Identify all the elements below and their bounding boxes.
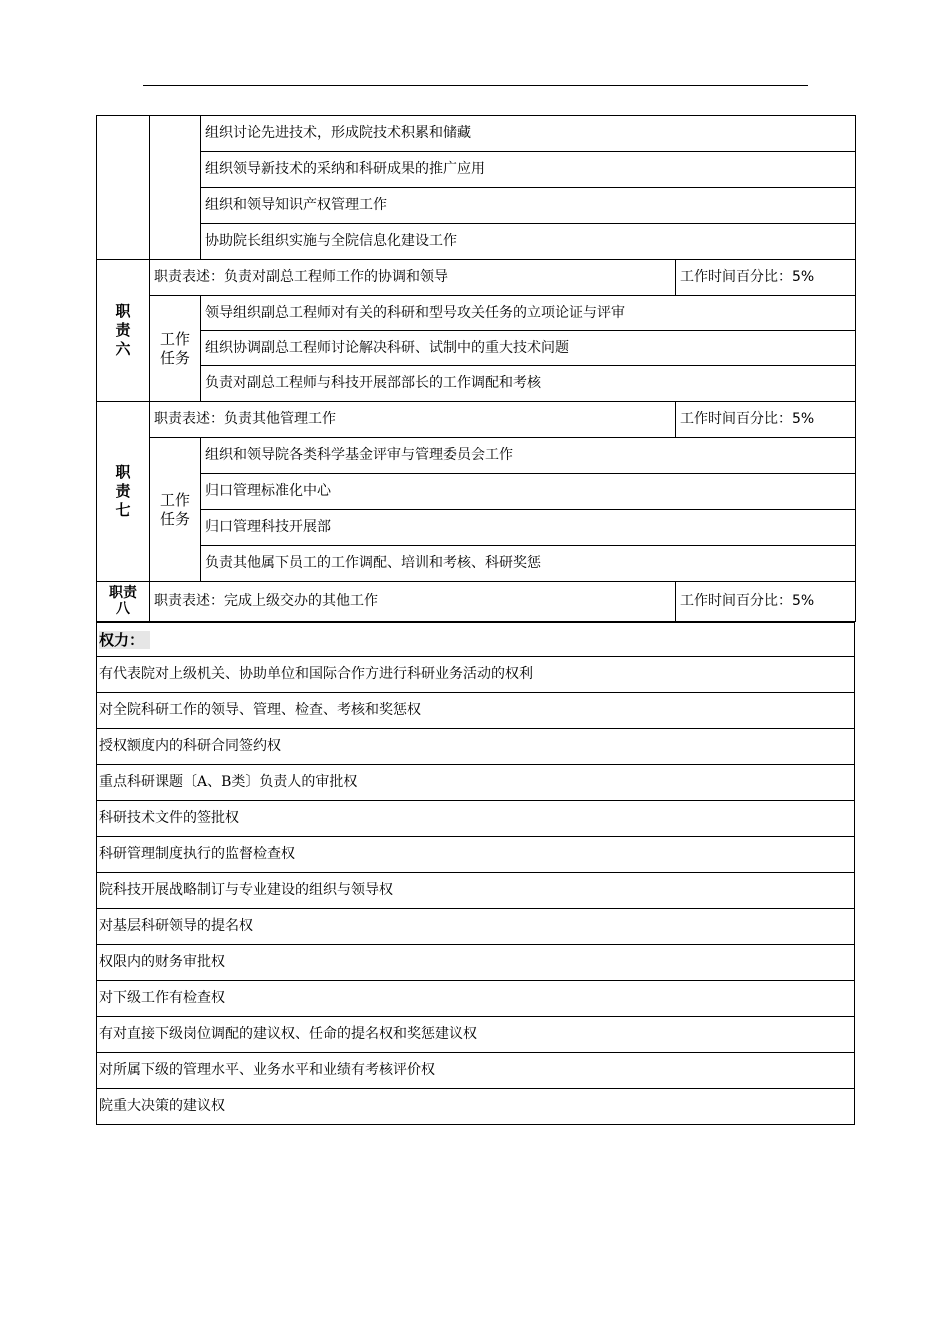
duty6-task-label: 工作 任务 <box>150 296 201 402</box>
duty6-time-percent: 工作时间百分比：5% <box>676 260 856 296</box>
task-item: 领导组织副总工程师对有关的科研和型号攻关任务的立项论证与评审 <box>201 296 856 331</box>
task-item: 归口管理标准化中心 <box>201 474 856 510</box>
right-item: 对基层科研领导的提名权 <box>97 909 855 945</box>
task-item: 组织领导新技术的采纳和科研成果的推广应用 <box>201 152 856 188</box>
right-item: 有对直接下级岗位调配的建议权、任命的提名权和奖惩建议权 <box>97 1017 855 1053</box>
right-item: 有代表院对上级机关、协助单位和国际合作方进行科研业务活动的权利 <box>97 657 855 693</box>
duties-table <box>96 115 856 622</box>
header-rule <box>143 85 808 86</box>
duty7-time-percent: 工作时间百分比：5% <box>676 402 856 438</box>
duty7-description: 职责表述：负责其他管理工作 <box>150 402 676 438</box>
task-item: 归口管理科技开展部 <box>201 510 856 546</box>
task-item: 组织和领导知识产权管理工作 <box>201 188 856 224</box>
rights-heading <box>97 623 855 657</box>
duty5-task-label-cell <box>150 116 201 260</box>
duty6-description: 职责表述：负责对副总工程师工作的协调和领导 <box>150 260 676 296</box>
task-item: 负责对副总工程师与科技开展部部长的工作调配和考核 <box>201 366 856 402</box>
right-item: 授权额度内的科研合同签约权 <box>97 729 855 765</box>
duty7-title: 职 责 七 <box>97 402 150 582</box>
right-item: 对下级工作有检查权 <box>97 981 855 1017</box>
right-item: 权限内的财务审批权 <box>97 945 855 981</box>
right-item: 对所属下级的管理水平、业务水平和业绩有考核评价权 <box>97 1053 855 1089</box>
task-item: 组织协调副总工程师讨论解决科研、试制中的重大技术问题 <box>201 331 856 366</box>
task-item: 负责其他属下员工的工作调配、培训和考核、科研奖惩 <box>201 546 856 582</box>
job-description-table <box>96 115 855 1125</box>
right-item: 重点科研课题〔A、B类〕负责人的审批权 <box>97 765 855 801</box>
rights-table <box>96 622 855 1125</box>
right-item: 科研管理制度执行的监督检查权 <box>97 837 855 873</box>
right-item: 院科技开展战略制订与专业建设的组织与领导权 <box>97 873 855 909</box>
task-item: 协助院长组织实施与全院信息化建设工作 <box>201 224 856 260</box>
duty8-time-percent: 工作时间百分比：5% <box>676 582 856 622</box>
right-item: 院重大决策的建议权 <box>97 1089 855 1125</box>
duty8-description: 职责表述：完成上级交办的其他工作 <box>150 582 676 622</box>
rights-heading-text: 权力： <box>99 631 150 649</box>
task-item: 组织讨论先进技术，形成院技术积累和储藏 <box>201 116 856 152</box>
right-item: 科研技术文件的签批权 <box>97 801 855 837</box>
duty6-title: 职 责 六 <box>97 260 150 402</box>
duty7-task-label: 工作 任务 <box>150 438 201 582</box>
right-item: 对全院科研工作的领导、管理、检查、考核和奖惩权 <box>97 693 855 729</box>
task-item: 组织和领导院各类科学基金评审与管理委员会工作 <box>201 438 856 474</box>
duty8-title: 职责 八 <box>97 582 150 622</box>
duty5-title-cell <box>97 116 150 260</box>
